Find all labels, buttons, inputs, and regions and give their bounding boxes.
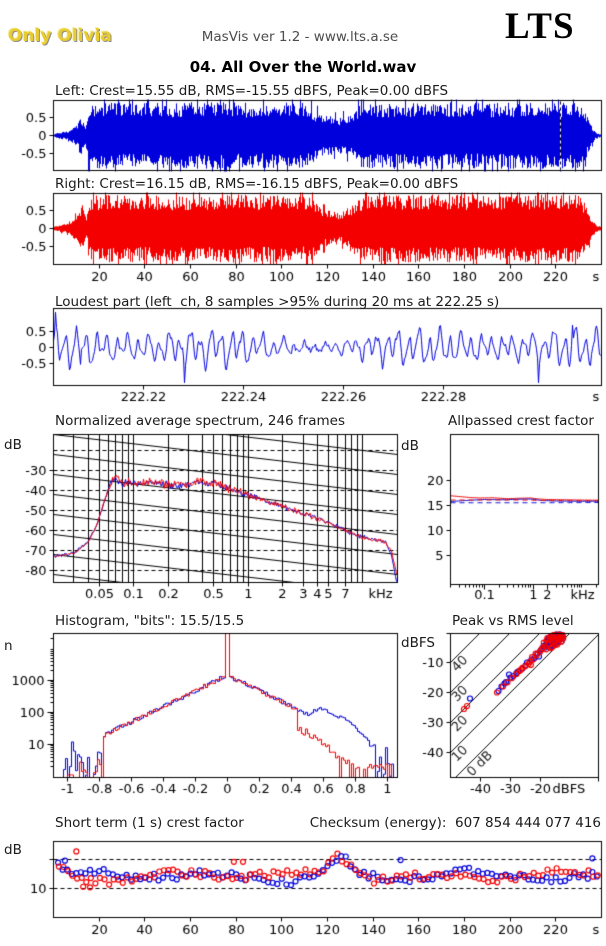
short-term-title: Short term (1 s) crest factor: [55, 815, 244, 831]
allpassed-ylabel: dB: [401, 438, 419, 454]
right-wave-title: Right: Crest=16.15 dB, RMS=-16.15 dBFS, Peak=0.00 dBFS: [55, 176, 459, 192]
peak-rms-ylabel: dBFS: [401, 635, 435, 651]
left-wave-title: Left: Crest=15.55 dB, RMS=-15.55 dBFS, Peak=0.00 dBFS: [55, 83, 449, 99]
allpassed-title: Allpassed crest factor: [448, 413, 594, 429]
short-term-ylabel: dB: [4, 842, 22, 858]
spectrum-title: Normalized average spectrum, 246 frames: [55, 413, 345, 429]
lts-logo: LTS: [505, 6, 575, 47]
song-title: 04. All Over the World.wav: [189, 58, 417, 76]
histogram-title: Histogram, "bits": 15.5/15.5: [55, 613, 245, 629]
histogram-ylabel: n: [4, 638, 13, 654]
loudest-title: Loudest part (left ch, 8 samples >95% during 20 ms at 222.25 s): [55, 294, 500, 310]
checksum-label: Checksum (energy): 607 854 444 077 416: [309, 815, 601, 831]
spectrum-ylabel: dB: [4, 437, 22, 453]
artist-name: Only Olivia: [8, 26, 112, 46]
peak-rms-title: Peak vs RMS level: [452, 613, 574, 629]
app-version: MasVis ver 1.2 - www.lts.a.se: [201, 29, 399, 45]
